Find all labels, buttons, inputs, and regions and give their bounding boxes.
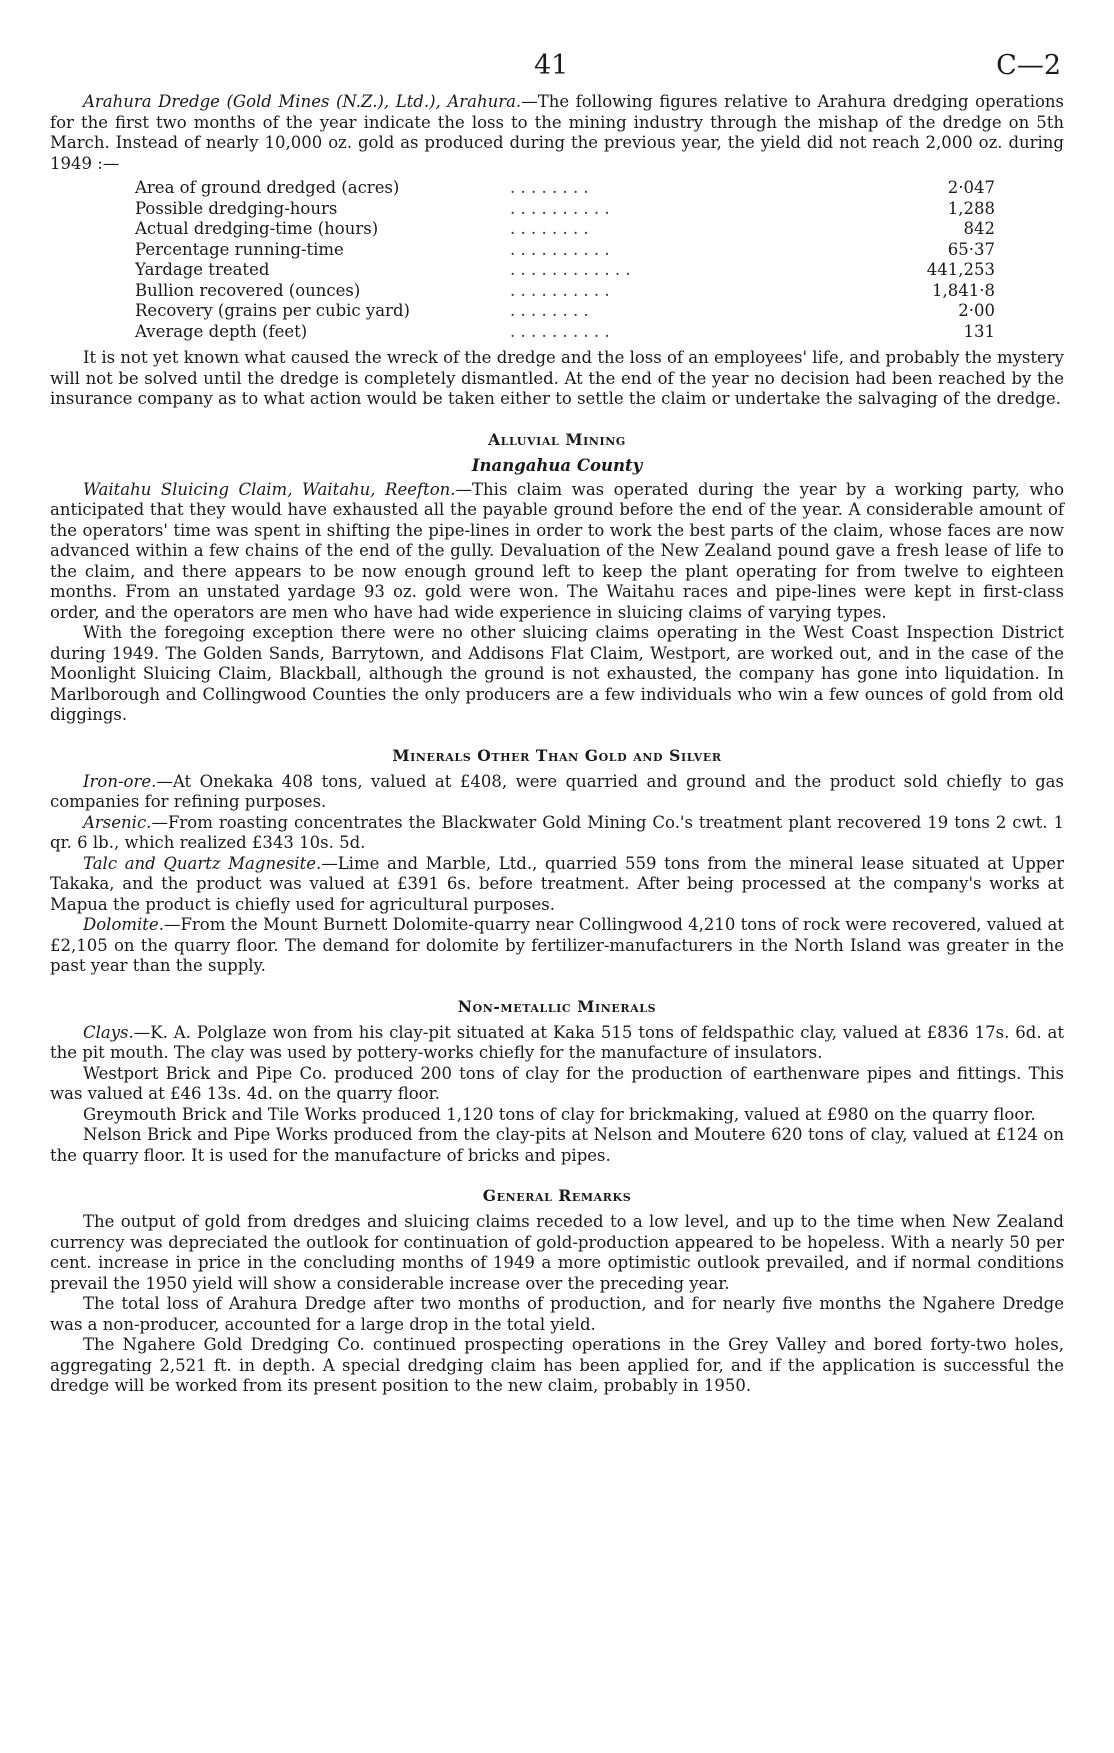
stat-value: 441,253 bbox=[926, 260, 995, 279]
arsenic-paragraph bbox=[50, 813, 1064, 854]
dolomite-text: —From the Mount Burnett Dolomite-quarry near Collingwood 4,210 tons of rock were recovered, valued at £2,105 on the quarry floor. The demand for dolomite by fertilizer-manufacturers in the North Island was greater in the past year than the supply. bbox=[50, 915, 1064, 975]
waitahu-text: —This claim was operated during the year by a working party, who anticipated that they would have exhausted all the payable ground before the end of the year. A considerable amount of the operators' time was spent in shifting the pipe-lines in order to work the best parts of the claim, whose faces are now advanced within a few chains of the end of the gully. Devaluation of the New Zealand pound gave a fresh lease of life to the claim, and there appears to be now enough ground left to keep the plant operating for from twelve to eighteen months. From an unstated yardage 93 oz. gold were won. The Waitahu races and pipe-lines were kept in first-class order, and the operators are men who have had wide experience in sluicing claims of varying types. bbox=[50, 479, 1064, 622]
section-heading-minerals: Minerals Other Than Gold and Silver bbox=[392, 745, 722, 765]
greymouth-paragraph: Greymouth Brick and Tile Works produced 1,120 tons of clay for brickmaking, valued at £980 on the quarry floor. bbox=[83, 1104, 1036, 1124]
general-paragraph-3: The Ngahere Gold Dredging Co. continued prospecting operations in the Grey Valley and bored forty-two holes, aggregating 2,521 ft. in depth. A special dredging claim has been applied for, and if the application is successful the dredge will be worked from its present position to the new claim, probably in 1950. bbox=[50, 1335, 1064, 1395]
stat-value: 2·00 bbox=[958, 301, 995, 320]
stat-leader: . . . . . . . . bbox=[510, 178, 589, 197]
westport-paragraph: Westport Brick and Pipe Co. produced 200 tons of clay for the production of earthenware pipes and fittings. This was valued at £46 13s. 4d. on the quarry floor. bbox=[50, 1063, 1064, 1103]
intro-lead: Arahura Dredge (Gold Mines (N.Z.), Ltd.), Arahura. bbox=[83, 92, 522, 111]
stat-leader: . . . . . . . . . . bbox=[510, 280, 610, 300]
section-heading-general: General Remarks bbox=[482, 1186, 632, 1205]
dolomite-paragraph bbox=[50, 915, 1064, 977]
intro-paragraph bbox=[50, 92, 1064, 174]
talc-paragraph bbox=[50, 854, 1064, 916]
stat-row bbox=[135, 260, 995, 281]
stat-value: 1,288 bbox=[947, 198, 995, 218]
section-heading-nonmetallic: Non-metallic Minerals bbox=[457, 996, 657, 1016]
stat-label: Bullion recovered (ounces) bbox=[135, 280, 361, 300]
stat-leader: . . . . . . . . . . bbox=[510, 321, 610, 341]
page-header bbox=[50, 50, 1064, 92]
talc-lead: Talc and Quartz Magnesite. bbox=[83, 853, 322, 873]
stat-leader: . . . . . . . . bbox=[510, 301, 589, 320]
stat-label: Possible dredging-hours bbox=[135, 198, 338, 218]
clays-text: —K. A. Polglaze won from his clay-pit situated at Kaka 515 tons of feldspathic clay, valued at £836 17s. 6d. at the pit mouth. The clay was used by pottery-works chiefly for the manufacture of insulators. bbox=[50, 1022, 1064, 1062]
sluicing-paragraph: With the foregoing exception there were no other sluicing claims operating in the West Coast Inspection District during 1949. The Golden Sands, Barrytown, and Addisons Flat Claim, Westport, are worked out, and in the case of the Moonlight Sluicing Claim, Blackball, although the ground is not exhausted, the company has gone into liquidation. In Marlborough and Collingwood Counties the only producers are a few individuals who win a few ounces of gold from old diggings. bbox=[50, 623, 1064, 724]
stat-row bbox=[135, 178, 995, 199]
section-heading-alluvial: Alluvial Mining bbox=[488, 429, 626, 449]
iron-ore-paragraph bbox=[50, 772, 1064, 813]
stat-value: 131 bbox=[963, 321, 995, 341]
stat-label: Average depth (feet) bbox=[135, 321, 308, 341]
stat-value: 842 bbox=[963, 219, 995, 238]
iron-ore-lead: Iron-ore. bbox=[83, 771, 157, 791]
page-number: 41 bbox=[534, 50, 569, 81]
stat-label: Area of ground dredged (acres) bbox=[135, 178, 400, 197]
stat-row bbox=[135, 301, 995, 322]
dolomite-lead: Dolomite. bbox=[83, 915, 164, 934]
general-paragraph-1: The output of gold from dredges and sluicing claims receded to a low level, and up to the time when New Zealand currency was depreciated the outlook for continuation of gold-production appeared to be hopeless. With a nearly 50 per cent. increase in price in the concluding months of 1949 a more optimistic outlook prevailed, and if normal conditions prevail the 1950 yield will show a considerable increase over the preceding year. bbox=[50, 1212, 1064, 1293]
stat-label: Percentage running-time bbox=[135, 239, 344, 259]
nelson-paragraph: Nelson Brick and Pipe Works produced from the clay-pits at Nelson and Moutere 620 tons of clay, valued at £124 on the quarry floor. It is used for the manufacture of bricks and pipes. bbox=[50, 1125, 1064, 1165]
clays-paragraph bbox=[50, 1023, 1064, 1064]
dredge-stats-table bbox=[135, 178, 1064, 342]
general-paragraph-2: The total loss of Arahura Dredge after two months of production, and for nearly five months the Ngahere Dredge was a non-producer, accounted for a large drop in the total yield. bbox=[50, 1294, 1064, 1334]
wreck-paragraph: It is not yet known what caused the wreck of the dredge and the loss of an employees' life, and probably the mystery will not be solved until the dredge is completely dismantled. At the end of the year no decision had been reached by the insurance company as to what action would be taken either to settle the claim or undertake the salvaging of the dredge. bbox=[50, 348, 1064, 408]
stat-value: 65·37 bbox=[947, 239, 995, 259]
series-code: C—2 bbox=[996, 50, 1061, 81]
iron-ore-text: —At Onekaka 408 tons, valued at £408, were quarried and ground and the product sold chiefly to gas companies for refining purposes. bbox=[50, 771, 1064, 811]
stat-row bbox=[135, 322, 995, 343]
stat-row bbox=[135, 240, 995, 261]
stat-leader: . . . . . . . . . . bbox=[510, 198, 610, 218]
stat-label: Recovery (grains per cubic yard) bbox=[135, 301, 410, 320]
arsenic-text: —From roasting concentrates the Blackwater Gold Mining Co.'s treatment plant recovered 19 tons 2 cwt. 1 qr. 6 lb., which realized £343 10s. 5d. bbox=[50, 812, 1064, 852]
clays-lead: Clays. bbox=[83, 1022, 134, 1042]
stat-row bbox=[135, 281, 995, 302]
waitahu-paragraph bbox=[50, 480, 1064, 624]
stat-value: 2·047 bbox=[947, 178, 995, 197]
stat-row bbox=[135, 219, 995, 240]
stat-row bbox=[135, 199, 995, 220]
stat-leader: . . . . . . . . bbox=[510, 219, 589, 238]
talc-text: —Lime and Marble, Ltd., quarried 559 tons from the mineral lease situated at Upper Takaka, and the product was valued at £391 6s. before treatment. After being processed at the company's works at Mapua the product is chiefly used for agricultural purposes. bbox=[50, 853, 1064, 914]
arsenic-lead: Arsenic. bbox=[83, 812, 152, 832]
stat-leader: . . . . . . . . . . bbox=[510, 239, 610, 259]
intro-text: —The following figures relative to Arahura dredging operations for the first two months of the year indicate the loss to the mining industry through the mishap of the dredge on 5th March. Instead of nearly 10,000 oz. gold as produced during the previous year, the yield did not reach 2,000 oz. during 1949 :— bbox=[50, 92, 1064, 173]
subheading-inangahua: Inangahua County bbox=[471, 455, 643, 475]
stat-leader: . . . . . . . . . . . . bbox=[510, 260, 631, 279]
stat-value: 1,841·8 bbox=[932, 280, 995, 300]
waitahu-lead: Waitahu Sluicing Claim, Waitahu, Reefton. bbox=[83, 479, 456, 499]
stat-label: Actual dredging-time (hours) bbox=[135, 219, 379, 238]
stat-label: Yardage treated bbox=[135, 260, 270, 279]
